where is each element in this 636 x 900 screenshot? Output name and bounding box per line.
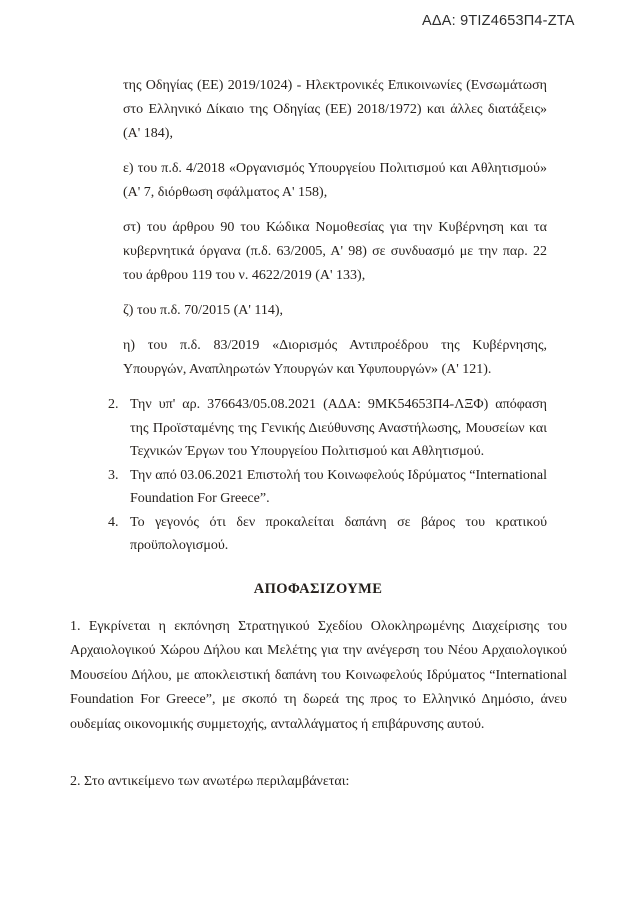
legal-basis-item: η) του π.δ. 83/2019 «Διορισμός Αντιπροέδρου της Κυβέρνησης, Υπουργών, Αναπληρωτών Υπουργών και Υφυπουργών» (Α' 121). bbox=[123, 338, 547, 377]
decision-paragraph-2: 2. Στο αντικείμενο των ανωτέρω περιλαμβάνεται: bbox=[70, 774, 350, 789]
item-number: 2. bbox=[108, 397, 119, 412]
consideration-item bbox=[108, 511, 548, 558]
consideration-item bbox=[108, 393, 548, 464]
legal-basis-list bbox=[123, 74, 547, 382]
legal-basis-item: στ) του άρθρου 90 του Κώδικα Νομοθεσίας για την Κυβέρνηση και τα κυβερνητικά όργανα (π.δ. 63/2005, Α' 98) σε συνδυασμό με την παρ. 22 του άρθρου 119 του ν. 4622/2019 (Α' 133), bbox=[123, 220, 547, 283]
decision-heading: ΑΠΟΦΑΣΙΖΟΥΜΕ bbox=[253, 581, 383, 597]
ada-code: ΑΔΑ: 9ΤΙΖ4653Π4-ΖΤΑ bbox=[422, 13, 575, 29]
item-number: 3. bbox=[108, 467, 119, 483]
item-text: Την υπ' αρ. 376643/05.08.2021 (ΑΔΑ: 9ΜΚ54653Π4-ΛΞΦ) απόφαση της Προϊσταμένης της Γενικής Διεύθυνσης Αναστήλωσης, Μουσείων και Τεχνικών Έργων του Υπουργείου Πολιτισμού και Αθλητισμού. bbox=[130, 397, 547, 459]
item-number: 4. bbox=[108, 514, 119, 530]
legal-basis-item: ζ) του π.δ. 70/2015 (Α' 114), bbox=[123, 303, 284, 318]
decision-paragraph-1: 1. Εγκρίνεται η εκπόνηση Στρατηγικού Σχεδίου Ολοκληρωμένης Διαχείρισης του Αρχαιολογικού Χώρου Δήλου και Μελέτης για την ανέγερση του Νέου Αρχαιολογικού Μουσείου Δήλου, με αποκλειστική δαπάνη του Κοινωφελούς Ιδρύματος “International Foundation For Greece”, με σκοπό τη δωρεά της προς το Ελληνικό Δημόσιο, άνευ ουδεμίας οικονομικής συμμετοχής, ανταλλάγματος ή επιβάρυνσης αυτού. bbox=[70, 619, 567, 732]
item-text: Την από 03.06.2021 Επιστολή του Κοινωφελούς Ιδρύματος “International Foundation For Greece”. bbox=[130, 467, 547, 506]
item-text: Το γεγονός ότι δεν προκαλείται δαπάνη σε βάρος του κρατικού προϋπολογισμού. bbox=[130, 514, 547, 553]
legal-basis-item: της Οδηγίας (ΕΕ) 2019/1024) - Ηλεκτρονικές Επικοινωνίες (Ενσωμάτωση στο Ελληνικό Δίκαιο της Οδηγίας (ΕΕ) 2018/1972) και άλλες διατάξεις» (Α' 184), bbox=[123, 78, 547, 141]
considerations-list bbox=[108, 393, 548, 558]
consideration-item bbox=[108, 464, 548, 511]
legal-basis-item: ε) του π.δ. 4/2018 «Οργανισμός Υπουργείου Πολιτισμού και Αθλητισμού» (Α' 7, διόρθωση σφάλματος Α' 158), bbox=[123, 161, 547, 200]
